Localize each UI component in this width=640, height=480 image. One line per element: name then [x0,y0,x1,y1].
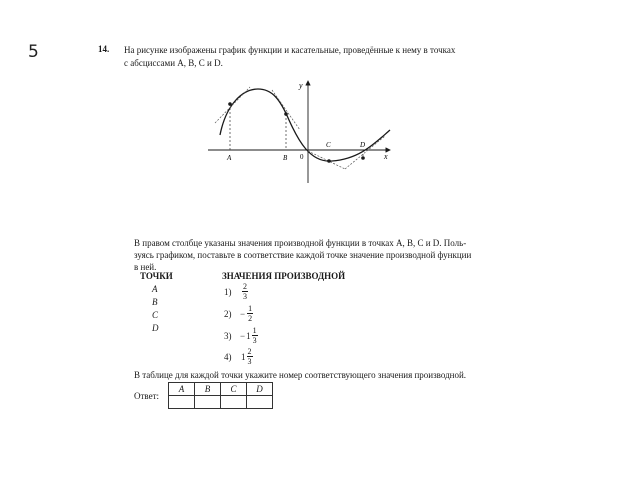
option-fraction [247,347,253,366]
option-fraction [247,304,253,323]
point-d-marker [361,156,365,160]
point-a-marker [228,102,232,106]
option-fraction [252,326,258,345]
option-number: 4) [224,351,232,362]
values-header: ЗНАЧЕНИЯ ПРОИЗВОДНОЙ [222,271,346,281]
fraction-numerator: 1 [248,304,253,313]
option-2 [224,304,253,323]
fraction-numerator: 2 [243,282,247,291]
problem-text [124,44,519,70]
y-axis-label: y [299,81,303,90]
answer-header-c: C [221,383,247,396]
answer-table [168,382,273,409]
option-number: 3) [224,330,232,341]
option-sign: − [240,330,246,341]
answer-header-b: B [195,383,221,396]
label-b: B [283,154,288,162]
point-b-marker [284,112,288,116]
fraction-denominator: 3 [252,336,257,345]
answer-cell-d[interactable] [247,396,273,409]
answer-label: Ответ: [134,391,160,401]
problem-text-line-2: с абсциссами A, B, C и D. [124,58,223,68]
point-c-marker [327,159,331,163]
answer-header-d: D [247,383,273,396]
answer-cell-c[interactable] [221,396,247,409]
answer-header-a: A [169,383,195,396]
label-c: C [326,141,331,149]
answer-input-row [169,396,273,409]
option-1 [224,282,248,301]
point-item-c: C [152,310,159,320]
point-item-a: A [152,284,158,294]
answer-cell-b[interactable] [195,396,221,409]
instruction-line-1: В правом столбце указаны значения производной функции в точках A, B, C и D. Поль- [134,238,467,248]
x-axis-label: x [384,152,388,161]
function-graph [200,75,400,185]
label-d: D [360,141,366,149]
problem-number: 14. [98,44,110,54]
point-item-b: B [152,297,158,307]
option-4 [224,347,253,366]
origin-label: 0 [300,153,304,161]
tangent-line-a [215,87,250,123]
instruction-line-2: зуясь графиком, поставьте в соответствие каждой точке значение производной функции [134,250,472,260]
option-number: 1) [224,286,232,297]
answer-header-row [169,383,273,396]
option-whole: 1 [241,351,246,362]
option-whole: 1 [246,330,251,341]
points-header: ТОЧКИ [140,271,173,281]
option-fraction [242,282,248,301]
answer-cell-a[interactable] [169,396,195,409]
fraction-denominator: 3 [247,357,252,366]
fraction-denominator: 2 [248,314,253,323]
instruction-line-3: в ней. [134,262,157,272]
point-item-d: D [152,323,159,333]
slide-number: 5 [28,42,39,62]
fraction-denominator: 3 [243,292,247,301]
option-sign: − [240,308,246,319]
label-a: A [227,154,232,162]
footer-instruction: В таблице для каждой точки укажите номер соответствующего значения производной. [134,370,467,380]
option-number: 2) [224,308,232,319]
fraction-numerator: 1 [252,326,257,335]
instruction-text [134,237,514,273]
fraction-numerator: 2 [247,347,252,356]
problem-text-line-1: На рисунке изображены график функции и касательные, проведённые к нему в точках [124,45,456,55]
option-3 [224,326,258,345]
